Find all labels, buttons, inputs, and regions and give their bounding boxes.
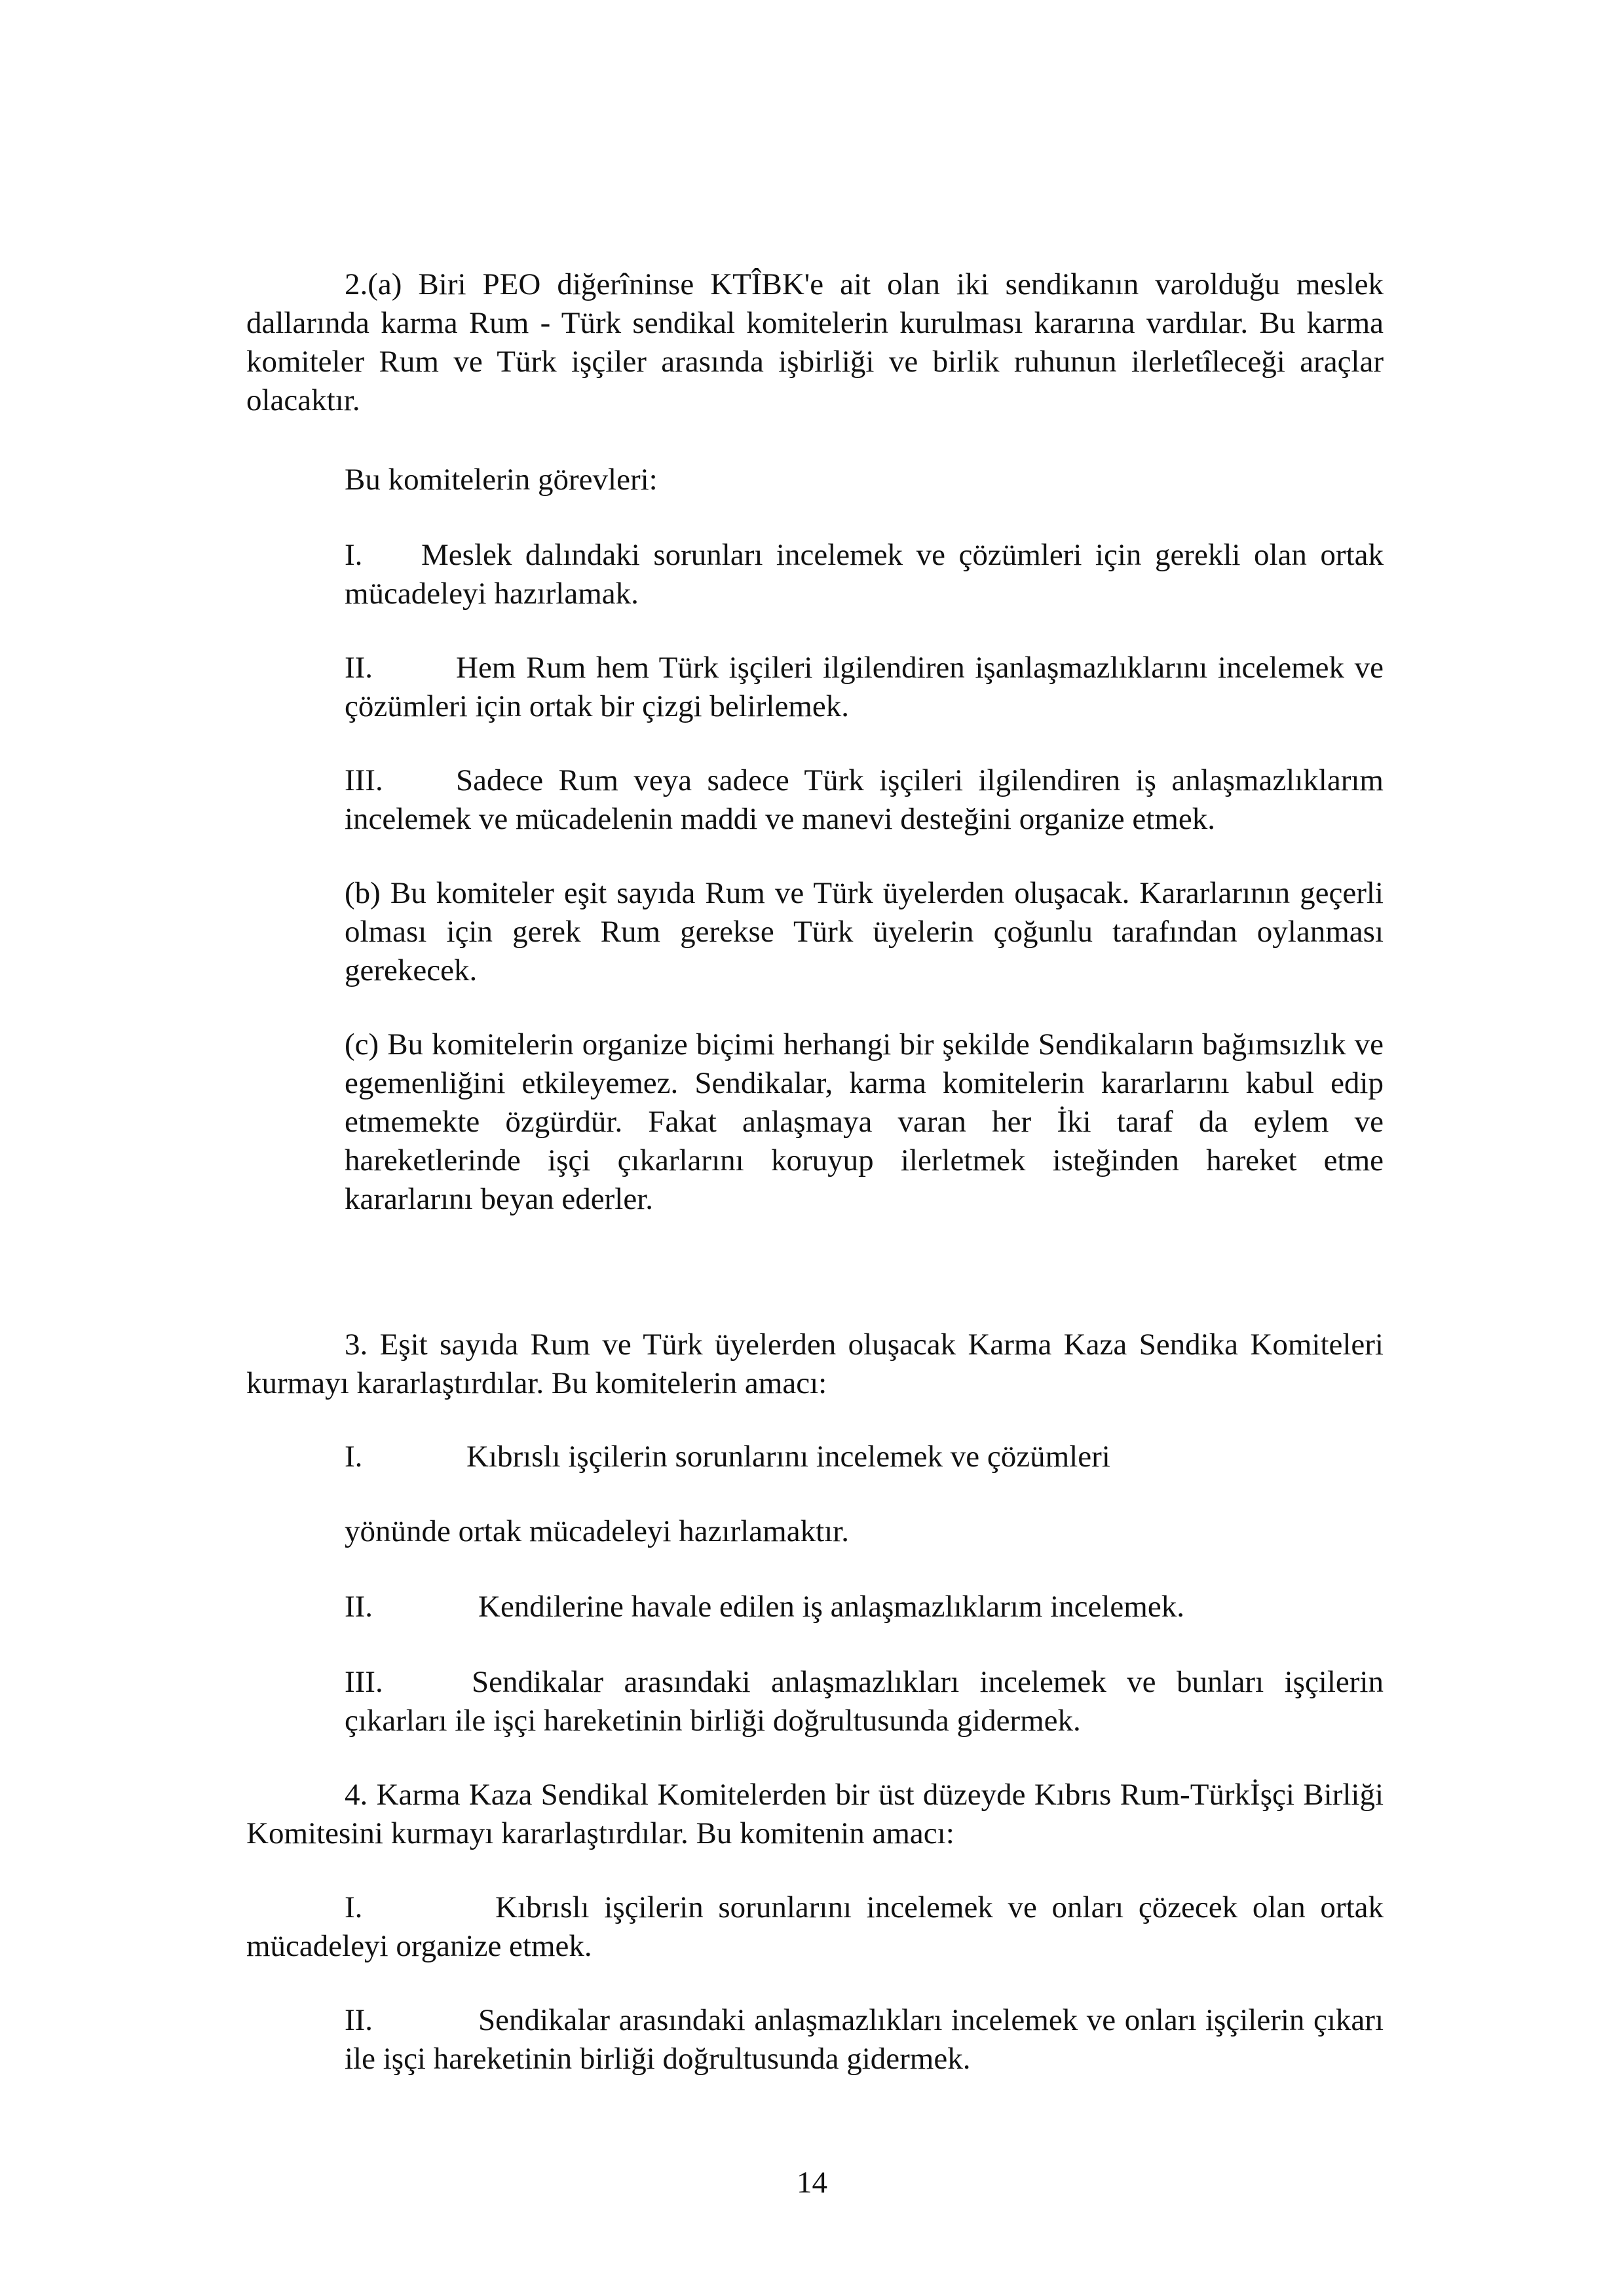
item-text: Sendikalar arasındaki anlaşmazlıkları incelemek ve bunları işçilerin çıkarları ile işçi hareketinin birliği doğrultusunda gidermek. (345, 1665, 1384, 1738)
item-text: Kıbrıslı işçilerin sorunlarını incelemek ve onları çözecek olan ortak mücadeleyi organize etmek. (246, 1890, 1384, 1963)
section-3-item-1-continuation: yönünde ortak mücadeleyi hazırlamaktır. (345, 1514, 849, 1548)
item-label: II. (345, 2003, 373, 2037)
section-4-item-2 (345, 2001, 1384, 2078)
item-text: Kendilerine havale edilen iş anlaşmazlıklarım incelemek. (478, 1590, 1184, 1624)
section-3-item-2 (345, 1588, 1184, 1626)
item-text: Kıbrıslı işçilerin sorunlarını incelemek ve çözümleri (466, 1440, 1110, 1474)
section-3-item-3 (345, 1663, 1384, 1740)
item-label: III. (345, 763, 383, 797)
section-2a-item-3 (345, 761, 1384, 839)
section-2b-paragraph: (b) Bu komiteler eşit sayıda Rum ve Türk üyelerden oluşacak. Kararlarının geçerli olması için gerek Rum gerekse Türk üyelerin çoğunlu tarafından oylanması gerekecek. (345, 876, 1384, 987)
item-text: Meslek dalındaki sorunları incelemek ve çözümleri için gerekli olan ortak mücadeleyi hazırlamak. (345, 538, 1384, 611)
section-3-item-1 (345, 1438, 1110, 1476)
item-label: I. (345, 538, 363, 572)
item-text: Hem Rum hem Türk işçileri ilgilendiren işanlaşmazlıklarını incelemek ve çözümleri için ortak bir çizgi belirlemek. (345, 651, 1384, 723)
item-label: II. (345, 651, 373, 685)
section-3-paragraph: 3. Eşit sayıda Rum ve Türk üyelerden oluşacak Karma Kaza Sendika Komiteleri kurmayı kararlaştırdılar. Bu komitelerin amacı: (246, 1328, 1384, 1400)
item-label: II. (345, 1590, 373, 1624)
section-2c-paragraph: (c) Bu komitelerin organize biçimi herhangi bir şekilde Sendikaların bağımsızlık ve egemenliğini etkileyemez. Sendikalar, karma komitelerin kararlarını kabul edip etmemekte özgürdür. Fakat anlaşmaya varan her İki taraf da eylem ve hareketlerinde işçi çıkarlarını koruyup ilerletmek isteğinden hareket etme kararlarını beyan ederler. (345, 1027, 1384, 1216)
section-2a-paragraph: 2.(a) Biri PEO diğerîninse KTÎBK'e ait olan iki sendikanın varolduğu meslek dallarında karma Rum - Türk sendikal komitelerin kurulması kararına vardılar. Bu karma komiteler Rum ve Türk işçiler arasında işbirliği ve birlik ruhunun ilerletîleceği araçlar olacaktır. (246, 267, 1384, 417)
section-2a-item-1 (345, 536, 1384, 613)
item-label: III. (345, 1665, 383, 1699)
section-2a-tasks-heading: Bu komitelerin görevleri: (345, 463, 658, 497)
section-4-paragraph: 4. Karma Kaza Sendikal Komitelerden bir üst düzeyde Kıbrıs Rum-Türkİşçi Birliği Komitesini kurmayı kararlaştırdılar. Bu komitenin amacı: (246, 1778, 1384, 1850)
item-text: Sendikalar arasındaki anlaşmazlıkları incelemek ve onları işçilerin çıkarı ile işçi hareketinin birliği doğrultusunda gidermek. (345, 2003, 1384, 2076)
item-text: Sadece Rum veya sadece Türk işçileri ilgilendiren iş anlaşmazlıklarım incelemek ve mücadelenin maddi ve manevi desteğini organize etmek. (345, 763, 1384, 836)
page-number: 14 (797, 2166, 827, 2200)
section-2a-item-2 (345, 649, 1384, 726)
item-label: I. (345, 1890, 363, 1924)
section-4-item-1 (246, 1888, 1384, 1966)
item-label: I. (345, 1440, 363, 1474)
